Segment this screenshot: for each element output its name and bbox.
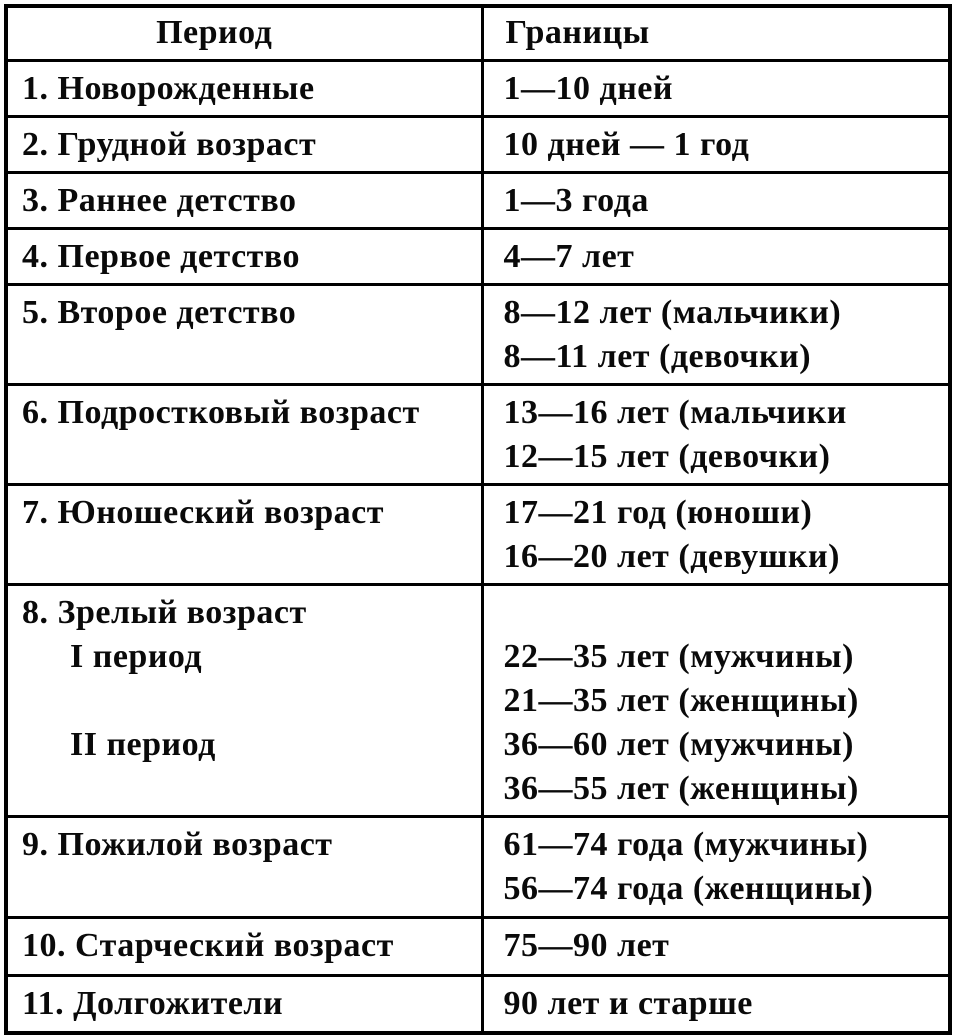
period-cell	[6, 384, 482, 484]
bounds-cell	[482, 228, 950, 284]
table-row	[6, 975, 950, 1033]
bounds-line: 17—21 год (юноши)	[503, 493, 813, 531]
bounds-line: 8—12 лет (мальчики)	[503, 293, 842, 331]
period-line: 4. Первое детство	[22, 237, 300, 275]
period-line: 5. Второе детство	[22, 293, 297, 331]
table-row	[6, 172, 950, 228]
bounds-line: 13—16 лет (мальчики	[503, 393, 847, 431]
header-row	[6, 6, 950, 60]
bounds-cell	[482, 172, 950, 228]
period-line: 8. Зрелый возраст	[22, 593, 307, 631]
table-row	[6, 284, 950, 384]
period-cell	[6, 975, 482, 1033]
bounds-line: 21—35 лет (женщины)	[503, 681, 859, 719]
bounds-cell	[482, 384, 950, 484]
table-body	[6, 60, 950, 1033]
bounds-line: 22—35 лет (мужчины)	[503, 637, 854, 675]
table-row	[6, 228, 950, 284]
column-header-bounds: Границы	[482, 6, 950, 60]
bounds-line: 4—7 лет	[503, 237, 635, 275]
period-line: 9. Пожилой возраст	[22, 825, 333, 863]
bounds-line: 1—3 года	[503, 181, 649, 219]
period-line: 1. Новорожденные	[22, 69, 315, 107]
bounds-line: 56—74 года (женщины)	[503, 869, 874, 907]
bounds-line: 12—15 лет (девочки)	[503, 437, 831, 475]
period-line: 10. Старческий возраст	[22, 926, 394, 964]
period-line: 7. Юношеский возраст	[22, 493, 384, 531]
period-line	[22, 679, 475, 723]
period-cell	[6, 584, 482, 816]
period-cell	[6, 228, 482, 284]
table-row	[6, 917, 950, 975]
bounds-line: 16—20 лет (девушки)	[503, 537, 840, 575]
period-cell	[6, 284, 482, 384]
bounds-cell	[482, 284, 950, 384]
table-row	[6, 484, 950, 584]
table-row	[6, 60, 950, 116]
bounds-cell	[482, 975, 950, 1033]
period-cell	[6, 116, 482, 172]
bounds-cell	[482, 60, 950, 116]
table-row	[6, 116, 950, 172]
period-cell	[6, 172, 482, 228]
period-line: II период	[70, 725, 216, 763]
period-line	[22, 767, 475, 811]
period-cell	[6, 60, 482, 116]
bounds-line: 75—90 лет	[503, 926, 670, 964]
column-header-period: Период	[6, 6, 482, 60]
period-line: 3. Раннее детство	[22, 181, 297, 219]
bounds-line: 61—74 года (мужчины)	[503, 825, 869, 863]
bounds-line: 10 дней — 1 год	[503, 125, 750, 163]
table-row	[6, 584, 950, 816]
bounds-line: 8—11 лет (девочки)	[503, 337, 812, 375]
bounds-cell	[482, 917, 950, 975]
period-cell	[6, 816, 482, 917]
bounds-cell	[482, 584, 950, 816]
period-cell	[6, 484, 482, 584]
table-row	[6, 384, 950, 484]
bounds-line: 1—10 дней	[503, 69, 673, 107]
period-line: I период	[70, 637, 203, 675]
table-row	[6, 816, 950, 917]
bounds-cell	[482, 484, 950, 584]
period-line: 11. Долгожители	[22, 984, 284, 1022]
period-line: 6. Подростковый возраст	[22, 393, 420, 431]
bounds-line: 90 лет и старше	[503, 984, 753, 1022]
bounds-line: 36—60 лет (мужчины)	[503, 725, 854, 763]
bounds-cell	[482, 816, 950, 917]
bounds-line	[504, 591, 943, 635]
age-periods-table	[4, 4, 952, 1035]
bounds-cell	[482, 116, 950, 172]
period-cell	[6, 917, 482, 975]
bounds-line: 36—55 лет (женщины)	[503, 769, 859, 807]
period-line: 2. Грудной возраст	[22, 125, 317, 163]
